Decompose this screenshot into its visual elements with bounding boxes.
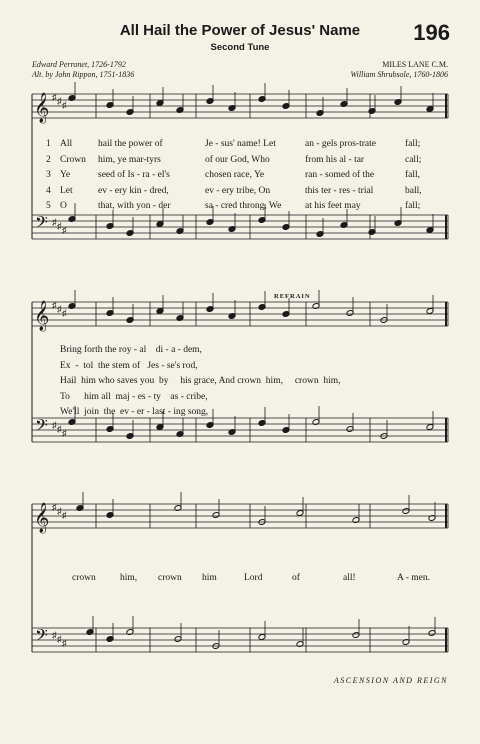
verse-lyric: seed of Is - ra - el's [98,170,170,180]
sharp-icon: ♯ [57,506,62,516]
clef-icon: 𝄢 [35,212,48,236]
verse-lyric: Ye [60,170,71,180]
verse-number: 4 [46,185,51,196]
final-lyric: Lord [244,573,263,583]
sharp-icon: ♯ [52,300,57,310]
verse-lyric: an - gels pros-trate [305,139,376,149]
final-lyric: him, [120,573,138,583]
sharp-icon: ♯ [62,308,67,318]
refrain-label: REFRAIN [274,293,311,300]
verse-lyric: fall, [405,170,421,180]
tune-name: MILES LANE C.M. [382,60,448,69]
verse-number: 2 [46,154,51,165]
verse-lyric: O [60,201,67,211]
verse-lyric: fall; [405,201,421,211]
refrain-lyric: Hail him who saves you by his grace, And crown him, crown him, [60,376,341,386]
sharp-icon: ♯ [62,225,67,235]
hymn-number: 196 [413,20,450,45]
verse-lyric: this ter - res - trial [305,185,374,196]
sharp-icon: ♯ [57,634,62,644]
sharp-icon: ♯ [62,510,67,520]
final-lyric: of [292,573,300,583]
verse-lyric: ball, [405,185,422,196]
sharp-icon: ♯ [62,638,67,648]
author-credit: Edward Perronet, 1726-1792 [32,60,126,69]
verse-lyric: Let [60,185,73,196]
verse-lyric: hail the power of [98,139,163,149]
verse-lyric: sa - cred throng, We [205,201,282,211]
verse-lyric: at his feet may [305,201,361,211]
sharp-icon: ♯ [62,428,67,438]
clef-icon: 𝄞 [34,503,50,533]
sharp-icon: ♯ [52,92,57,102]
verse-lyric: Je - sus' name! Let [205,139,276,149]
section-footer: ASCENSION AND REIGN [333,676,448,685]
refrain-lyric: Ex - tol the stem of Jes - se's rod, [60,360,198,371]
alteration-credit: Alt. by John Rippon, 1751-1836 [32,70,135,79]
verse-lyric: chosen race, Ye [205,170,265,180]
composer-credit: William Shrubsole, 1760-1806 [350,70,448,79]
final-lyric: all! [343,573,356,583]
verse-lyric: fall; [405,139,421,149]
verse-number: 1 [46,139,51,149]
clef-icon: 𝄞 [34,93,50,123]
sharp-icon: ♯ [62,100,67,110]
verse-number: 5 [46,201,51,211]
final-lyric: crown [72,573,96,583]
verse-lyric: of our God, Who [205,154,270,165]
clef-icon: 𝄢 [35,415,48,439]
verse-lyric: from his al - tar [305,154,365,165]
sharp-icon: ♯ [52,630,57,640]
sharp-icon: ♯ [52,502,57,512]
sharp-icon: ♯ [57,424,62,434]
verse-lyric: Crown [60,154,86,165]
final-lyric: A - men. [397,573,430,583]
verse-lyric: ev - ery kin - dred, [98,185,169,196]
verse-lyric: ev - ery tribe, On [205,185,271,196]
refrain-lyric: We'll join the ev - er - last - ing song, [60,407,209,417]
verse-lyric: that, with yon - der [98,201,171,211]
sharp-icon: ♯ [57,221,62,231]
sharp-icon: ♯ [57,304,62,314]
sharp-icon: ♯ [52,420,57,430]
verse-lyric: All [60,139,73,149]
sharp-icon: ♯ [52,217,57,227]
sharp-icon: ♯ [57,96,62,106]
verse-lyric: him, ye mar-tyrs [98,154,161,165]
verse-number: 3 [46,170,51,180]
refrain-lyric: To him all maj - es - ty as - cribe, [60,391,208,402]
verse-lyric: call; [405,154,422,165]
final-lyric: crown [158,573,182,583]
clef-icon: 𝄢 [35,625,48,649]
clef-icon: 𝄞 [34,301,50,331]
hymn-title: All Hail the Power of Jesus' Name [119,22,361,39]
tune-subtitle: Second Tune [210,42,270,53]
refrain-lyric: Bring forth the roy - al di - a - dem, [60,345,202,355]
verse-lyric: ran - somed of the [305,170,375,180]
final-lyric: him [202,573,217,583]
